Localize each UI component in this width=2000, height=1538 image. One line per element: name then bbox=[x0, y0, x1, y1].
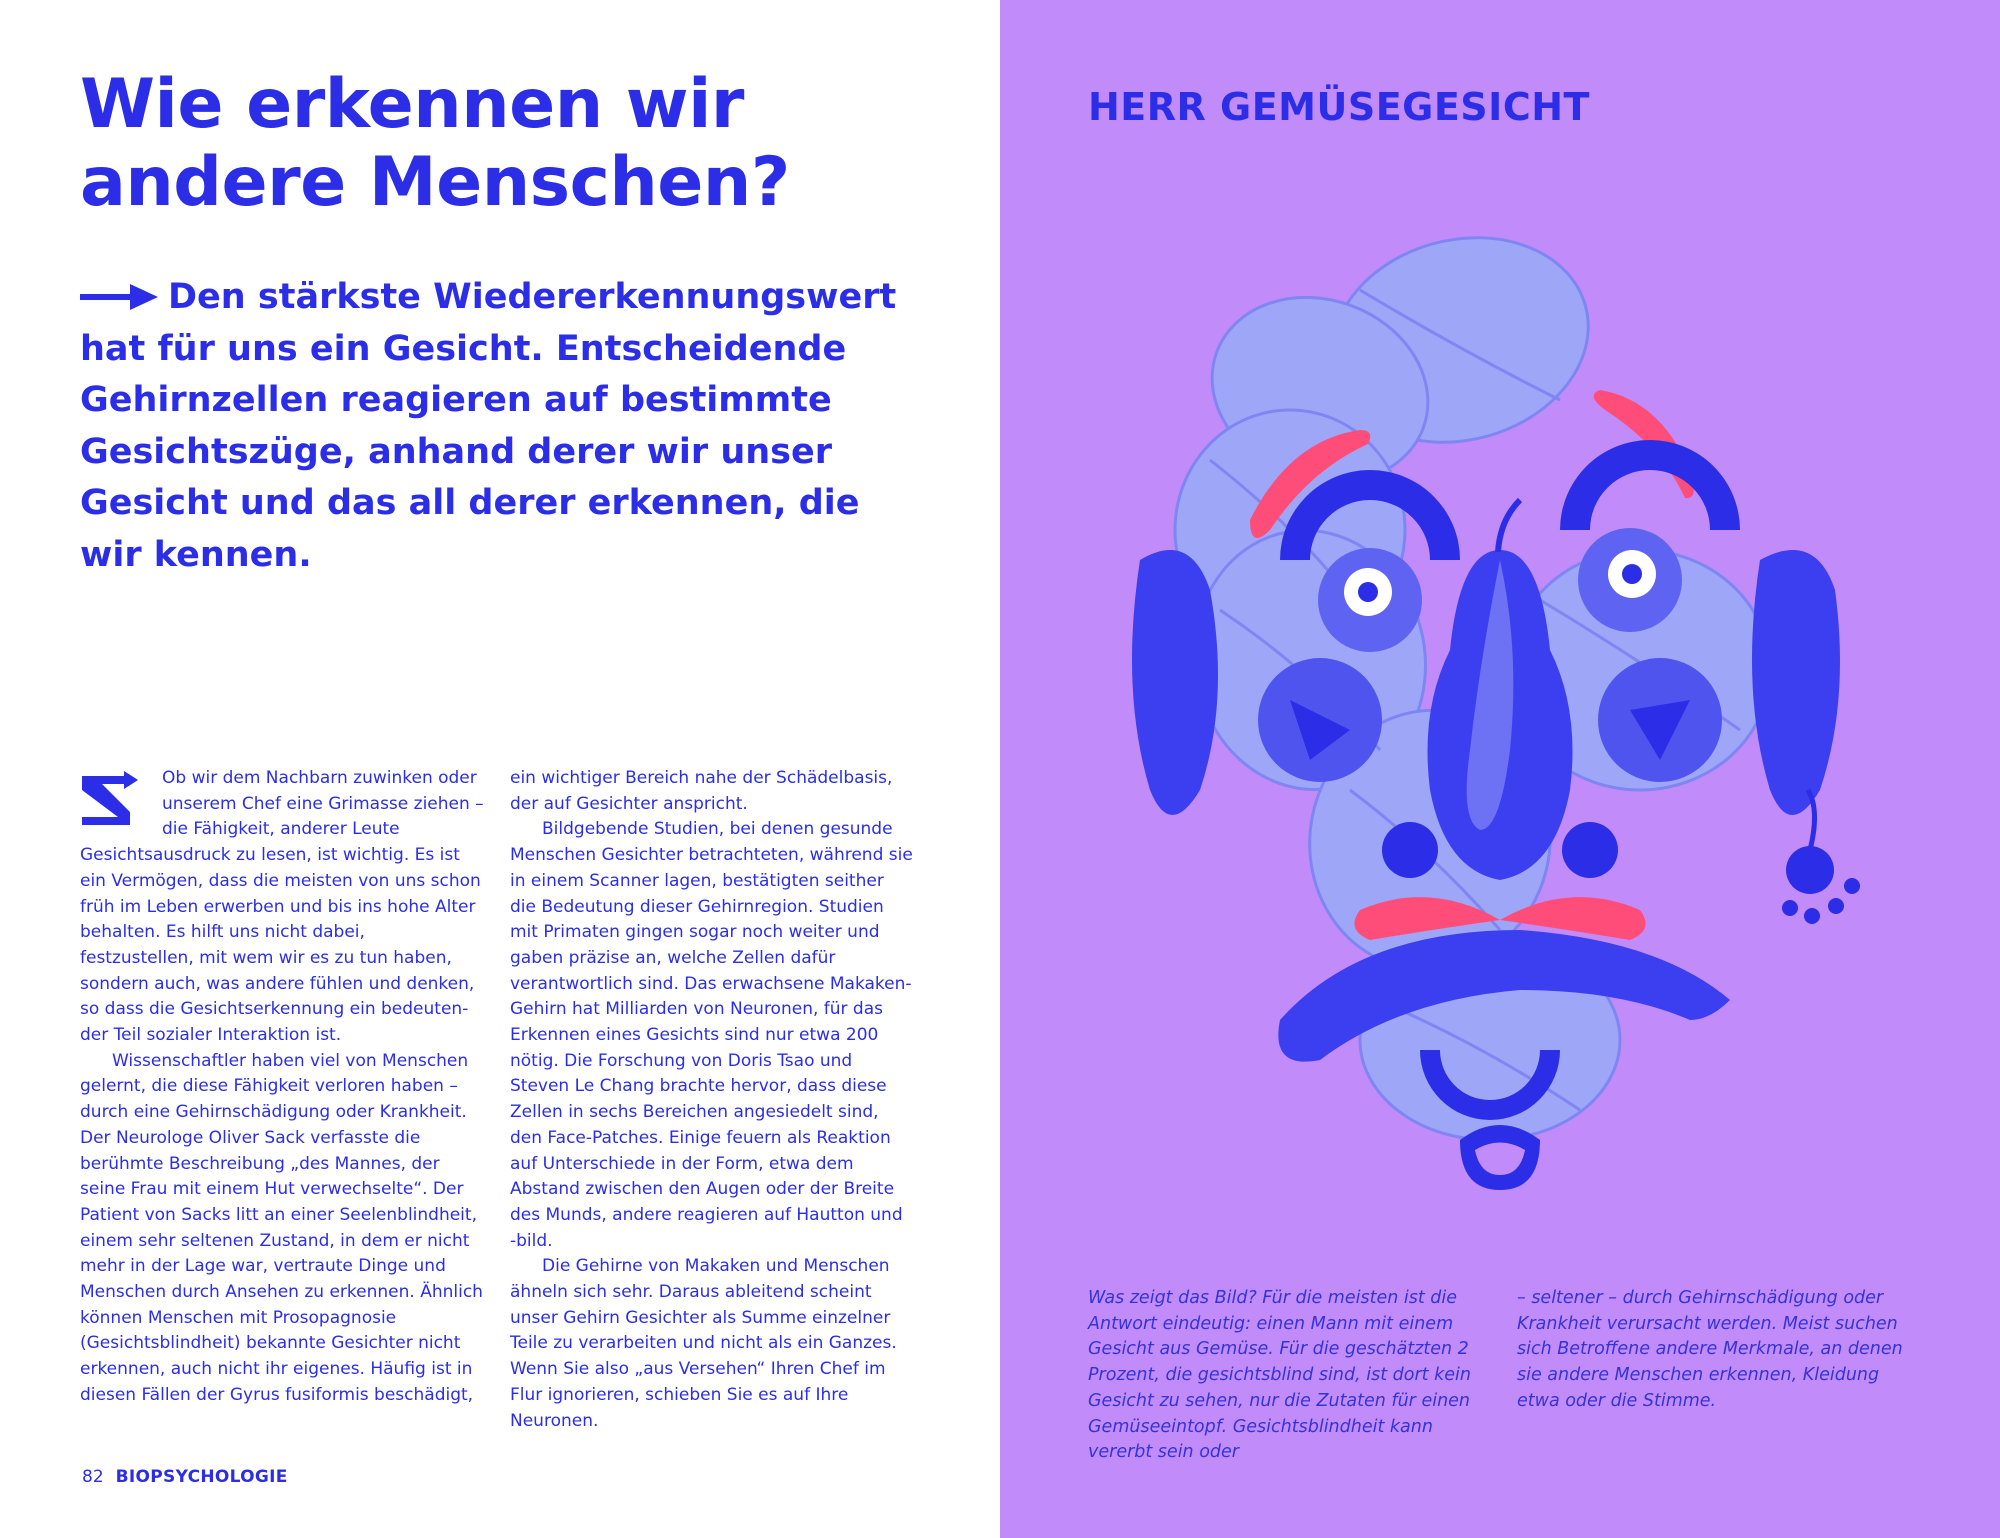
panel-title: HERR GEMÜSEGESICHT bbox=[1088, 85, 1590, 129]
intro-text: Den stärkste Wiedererkennungswert hat für uns ein Gesicht. Entscheidende Gehirnzellen reagieren auf bestimmte Gesichtszüge, anhand derer wir unser Gesicht und das all derer erkennen, die wir kennen. bbox=[80, 277, 897, 575]
page-footer bbox=[82, 1465, 288, 1489]
article-column-1 bbox=[80, 766, 484, 1409]
page-number: 82 bbox=[82, 1467, 104, 1487]
right-arrow-icon bbox=[80, 284, 158, 310]
article-paragraph: Die Gehirne von Makaken und Menschen ähneln sich sehr. Daraus ableitend scheint unser Gehirn Gesichter als Summe einzelner Teile zu verarbeiten und nicht als ein Ganzes. Wenn Sie also „aus Versehen“ Ihren Chef im Flur ignorieren, schieben Sie es auf Ihre Neuronen. bbox=[510, 1256, 897, 1431]
article-column-2 bbox=[510, 766, 914, 1434]
article-paragraph: Bildgebende Studien, bei denen gesunde Menschen Gesichter betrachteten, während sie in einem Scanner lagen, bestätigten seither die Bedeutung dieser Gehirnregion. Studien mit Primaten gingen sogar noch weiter und gaben präzise an, welche Zellen dafür verantwortlich sind. Das erwachsene Makaken-Gehirn hat Milliarden von Neuronen, für das Erkennen eines Gesichts sind nur etwa 200 nötig. Die Forschung von Doris Tsao und Steven Le Chang brachte hervor, dass diese Zellen in sechs Bereichen angesiedelt sind, den Face-Patches. Einige feuern als Reaktion auf Unterschiede in der Form, etwa dem Abstand zwischen den Augen oder der Breite des Munds, andere reagieren auf Hautton und -bild. bbox=[510, 819, 913, 1251]
article-paragraph: Ob wir dem Nachbarn zuwinken oder unserem Chef eine Grimasse ziehen – die Fähigkeit, anderer Leute Gesichtsausdruck zu lesen, ist wichtig. Es ist ein Vermögen, dass die meisten von uns schon früh im Leben erwerben und bis ins hohe Alter behalten. Es hilft uns nicht dabei, festzustellen, mit wem wir es zu tun haben, sondern auch, was andere fühlen und denken, so dass die Gesichtserkennung ein bedeutender Teil sozialer Interaktion ist. bbox=[80, 768, 484, 1046]
page-headline bbox=[80, 66, 960, 222]
intro-paragraph bbox=[80, 272, 920, 581]
vegetable-face-illustration bbox=[1100, 230, 1900, 1230]
z-arrow-dropcap-icon bbox=[80, 768, 156, 828]
caption-column-1: Was zeigt das Bild? Für die meisten ist die Antwort eindeutig: einen Mann mit einem Gesicht aus Gemüse. Für die geschätzten 2 Prozent, die gesichtsblind sind, ist dort kein Gesicht zu sehen, nur die Zutaten für einen Gemüseeintopf. Gesichtsblindheit kann vererbt sein oder bbox=[1088, 1288, 1471, 1463]
section-name: BIOPSYCHOLOGIE bbox=[115, 1467, 288, 1487]
caption-column-2: – seltener – durch Gehirnschädigung oder Krankheit verursacht werden. Meist suchen sich Betroffene andere Merkmale, an denen sie andere Menschen erkennen, Kleidung etwa oder die Stimme. bbox=[1517, 1288, 1903, 1411]
article-body bbox=[80, 766, 920, 1431]
article-paragraph: Wissenschaftler haben viel von Menschen gelernt, die diese Fähigkeit verloren haben – durch eine Gehirnschädigung oder Krankheit. Der Neurologe Oliver Sack verfasste die berühmte Beschreibung „des Mannes, der seine Frau mit einem Hut verwechselte“. Der Patient von Sacks litt an einer Seelenblindheit, einem sehr seltenen Zustand, in dem er nicht mehr in der Lage war, vertraute Dinge und Menschen durch Ansehen zu erkennen. Ähnlich können Menschen mit Prosopagnosie (Gesichtsblindheit) bekannte Gesichter nicht erkennen, auch nicht ihr eigenes. Häufig ist in diesen Fällen der Gyrus fusiformis beschädigt, bbox=[80, 1050, 483, 1405]
headline-line-2: andere Menschen? bbox=[80, 143, 790, 222]
headline-line-1: Wie erkennen wir bbox=[80, 65, 744, 144]
right-page bbox=[1000, 0, 2000, 1538]
article-paragraph: ein wichtiger Bereich nahe der Schädelbasis, der auf Gesichter anspricht. bbox=[510, 768, 893, 814]
